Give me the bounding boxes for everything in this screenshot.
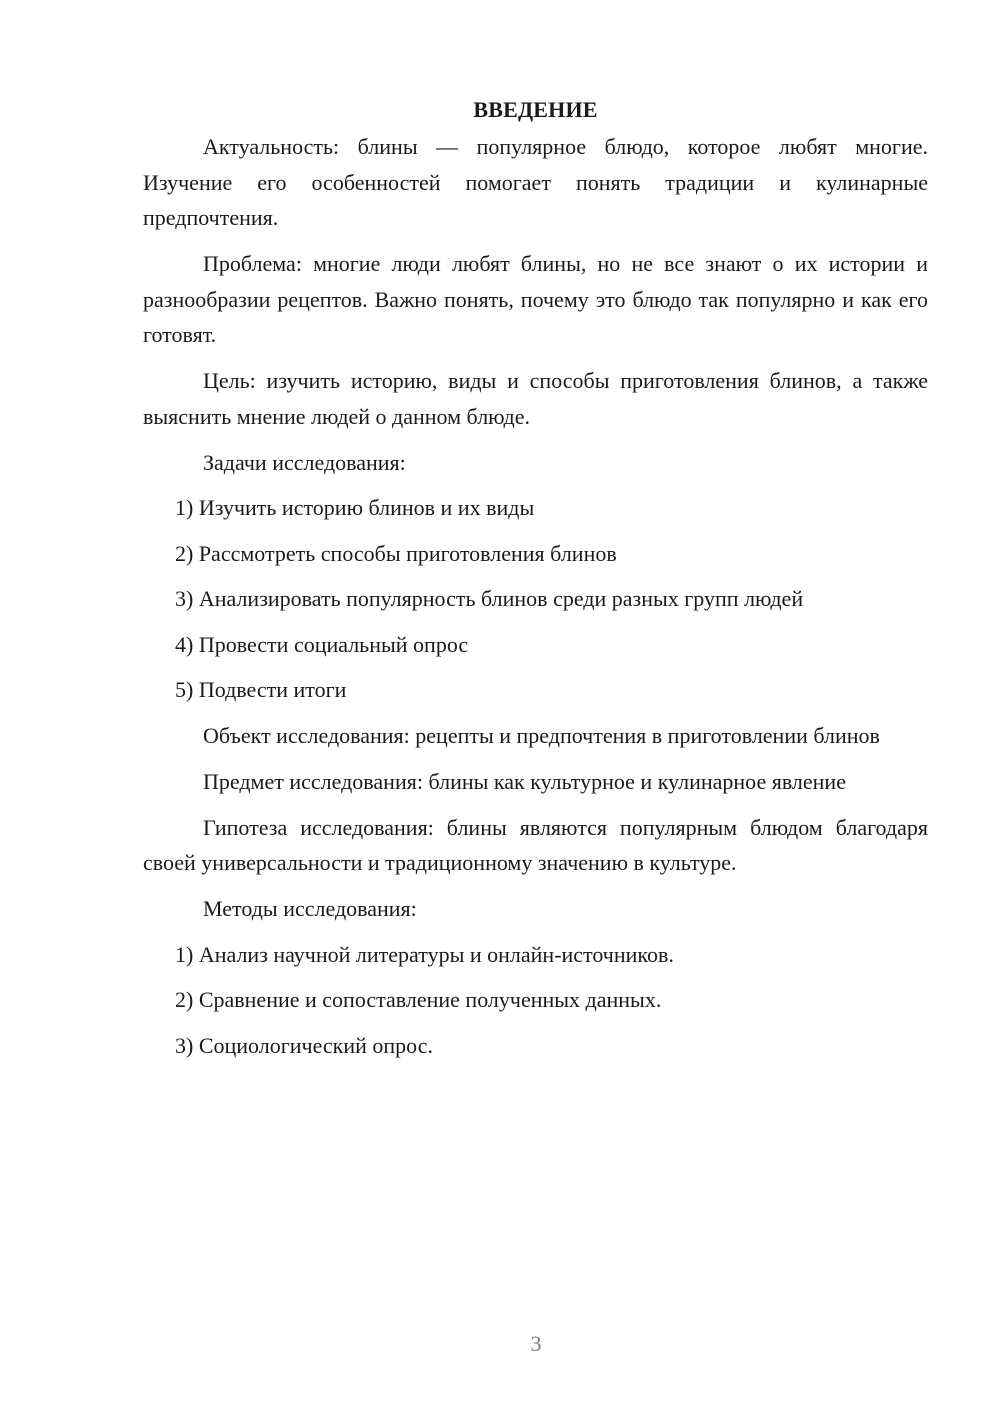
task-item: 4) Провести социальный опрос	[175, 631, 469, 657]
relevance-paragraph: Актуальность: блины — популярное блюдо, которое любят многие. Изучение его особенностей помогает понять традиции и кулинарные предпочтения.	[143, 134, 928, 230]
problem-paragraph: Проблема: многие люди любят блины, но не все знают о их истории и разнообразии рецептов. Важно понять, почему это блюдо так популярно и как его готовят.	[143, 251, 928, 347]
subject-paragraph: Предмет исследования: блины как культурное и кулинарное явление	[203, 768, 846, 794]
object-paragraph: Объект исследования: рецепты и предпочтения в приготовлении блинов	[203, 722, 880, 748]
method-item: 3) Социологический опрос.	[175, 1032, 433, 1058]
tasks-heading: Задачи исследования:	[203, 449, 406, 475]
hypothesis-paragraph: Гипотеза исследования: блины являются популярным блюдом благодаря своей универсальности и традиционному значению в культуре.	[143, 814, 928, 875]
document-page	[143, 92, 928, 1073]
methods-heading: Методы исследования:	[203, 896, 417, 921]
task-item: 3) Анализировать популярность блинов среди разных групп людей	[175, 586, 804, 611]
page-number: 3	[530, 1331, 542, 1356]
method-item: 1) Анализ научной литературы и онлайн-источников.	[175, 941, 674, 967]
task-item: 5) Подвести итоги	[175, 677, 347, 702]
task-item: 1) Изучить историю блинов и их виды	[175, 495, 535, 520]
goal-paragraph: Цель: изучить историю, виды и способы приготовления блинов, а также выяснить мнение людей о данном блюде.	[143, 368, 928, 429]
section-title: ВВЕДЕНИЕ	[473, 97, 598, 122]
method-item: 2) Сравнение и сопоставление полученных данных.	[175, 987, 662, 1012]
task-item: 2) Рассмотреть способы приготовления блинов	[175, 540, 617, 566]
